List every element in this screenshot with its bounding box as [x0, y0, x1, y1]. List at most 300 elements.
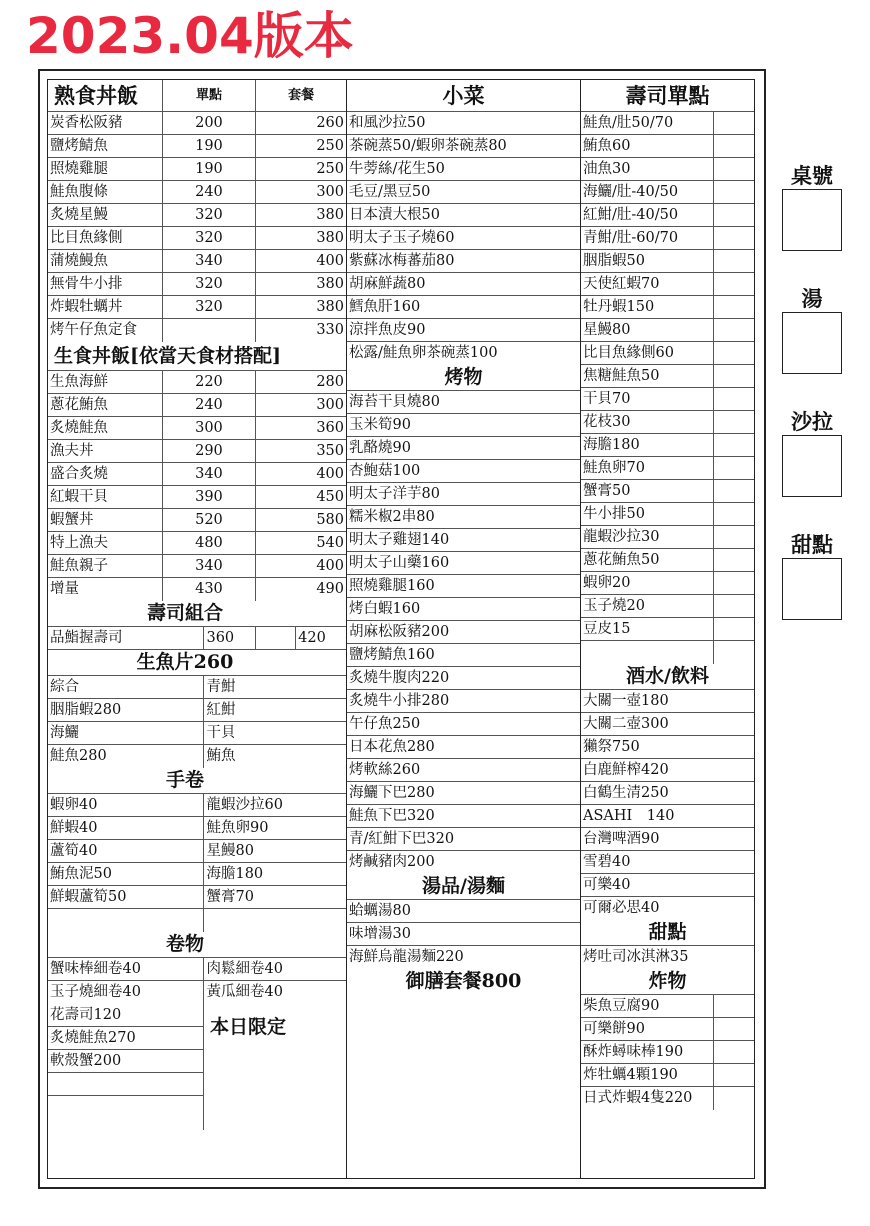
item-right: 紅魽: [203, 699, 346, 721]
item-blank: [713, 135, 754, 157]
item-blank: [713, 503, 754, 525]
item-name: 無骨牛小排: [50, 276, 123, 292]
item-name: 味增湯30: [349, 926, 411, 942]
menu-row: [581, 897, 754, 920]
item-name: 鮭魚下巴320: [349, 808, 435, 824]
menu-row: [48, 181, 346, 204]
daily-item: 軟殼蟹200: [48, 1050, 203, 1073]
column-sides-grill: [347, 80, 581, 1178]
item-left: [48, 909, 203, 932]
item-name: 日本漬大根50: [349, 207, 440, 223]
column-nigiri-drinks: [581, 80, 754, 1178]
item-right: 海膽180: [203, 863, 346, 885]
item-blank: [713, 158, 754, 180]
item-name: 牛小排50: [583, 506, 645, 522]
item-single-price: 300: [162, 417, 256, 439]
menu-row: [347, 460, 580, 483]
menu-row: [347, 946, 580, 969]
drinks-title: 酒水/飲料: [626, 665, 709, 687]
item-name: 紅魽/肚-40/50: [583, 207, 679, 223]
item-left: 玉子燒細卷40: [50, 984, 141, 1000]
sushi-combo-name: 品鮨握壽司: [50, 630, 123, 646]
item-single-price: 390: [162, 486, 256, 508]
item-name: 鮭魚卵70: [583, 460, 645, 476]
item-right: 干貝: [203, 722, 346, 744]
nigiri-header: [581, 80, 754, 112]
item-name: 烤軟絲260: [349, 762, 421, 778]
rolls-title: 卷物: [165, 933, 204, 955]
item-set-price: 380: [255, 204, 346, 226]
item-name: 明太子玉子燒60: [349, 230, 455, 246]
item-blank: [713, 457, 754, 479]
item-name: 鮭魚/肚50/70: [583, 115, 674, 131]
item-blank: [713, 204, 754, 226]
menu-row: [48, 112, 346, 135]
item-set-price: 380: [255, 273, 346, 295]
menu-row: [347, 158, 580, 181]
item-blank: [713, 273, 754, 295]
item-left: 綜合: [50, 679, 79, 695]
menu-row: [581, 595, 754, 618]
item-set-price: 400: [255, 463, 346, 485]
item-left: 蟹味棒細卷40: [50, 961, 141, 977]
menu-row: [48, 909, 346, 932]
item-name: 雪碧40: [583, 854, 631, 870]
menu-row: [347, 736, 580, 759]
menu-row: [48, 486, 346, 509]
menu-row: [48, 958, 346, 981]
item-blank: [713, 227, 754, 249]
menu-row: [347, 204, 580, 227]
menu-row: [48, 555, 346, 578]
item-left: 胭脂蝦280: [50, 702, 122, 718]
item-blank: [713, 1087, 754, 1110]
menu-row: [48, 319, 346, 342]
menu-row: [48, 722, 346, 745]
daily-item: [48, 1096, 203, 1119]
daily-item: 花壽司120: [48, 1004, 203, 1027]
item-name: 胡麻松阪豬200: [349, 624, 450, 640]
menu-row: [347, 506, 580, 529]
menu-row: [581, 946, 754, 969]
menu-row: [347, 552, 580, 575]
item-name: 天使紅蝦70: [583, 276, 660, 292]
menu-row: [48, 578, 346, 601]
item-single-price: 240: [162, 394, 256, 416]
item-left: 蘆筍40: [50, 843, 98, 859]
item-left: 鮮蝦蘆筍50: [50, 889, 127, 905]
menu-row: [581, 365, 754, 388]
item-name: 炭香松阪豬: [50, 115, 123, 131]
item-single-price: 340: [162, 555, 256, 577]
table-number-box[interactable]: [782, 189, 842, 251]
menu-row: [581, 851, 754, 874]
item-name: 蛤蠣湯80: [349, 903, 411, 919]
item-single-price: 520: [162, 509, 256, 531]
menu-row: [347, 135, 580, 158]
item-name: 胭脂蝦50: [583, 253, 645, 269]
item-blank: [713, 342, 754, 364]
set-meal-title: 御膳套餐800: [405, 970, 522, 992]
dessert-label: 甜點: [791, 532, 833, 557]
menu-row: [581, 1064, 754, 1087]
menu-row: [581, 995, 754, 1018]
item-name: 鮪魚60: [583, 138, 631, 154]
menu-row: [347, 250, 580, 273]
menu-row: [581, 690, 754, 713]
soup-box[interactable]: [782, 312, 842, 374]
item-name: 鮭魚親子: [50, 558, 108, 574]
daily-items: [48, 1004, 204, 1130]
menu-grid: [47, 79, 755, 1179]
menu-row: [347, 181, 580, 204]
menu-row: [347, 923, 580, 946]
menu-row: [48, 509, 346, 532]
sides-title: 小菜: [442, 83, 485, 108]
set-col-header: 套餐: [255, 80, 346, 111]
menu-row: [347, 690, 580, 713]
item-name: 海鱺下巴280: [349, 785, 435, 801]
single-col-header: 單點: [162, 80, 256, 111]
item-name: 杏鮑菇100: [349, 463, 421, 479]
handroll-title: 手卷: [165, 769, 204, 791]
fried-header: [581, 969, 754, 995]
menu-row: [581, 526, 754, 549]
menu-row: [347, 273, 580, 296]
nigiri-title: 壽司單點: [625, 83, 710, 108]
menu-row: [581, 874, 754, 897]
menu-row: [581, 227, 754, 250]
menu-row: [347, 621, 580, 644]
raw-header: [48, 342, 346, 371]
menu-row: [581, 641, 754, 664]
item-name: 特上漁夫: [50, 535, 108, 551]
menu-row: [48, 394, 346, 417]
item-name: 茶碗蒸50/蝦卵茶碗蒸80: [349, 138, 507, 154]
item-right: 黃瓜細卷40: [203, 981, 346, 1004]
menu-row: [48, 840, 346, 863]
menu-row: [581, 713, 754, 736]
soup-header: [347, 874, 580, 900]
item-blank: [713, 618, 754, 640]
item-single-price: 480: [162, 532, 256, 554]
item-name: 鹽烤鯖魚: [50, 138, 108, 154]
item-name: 蔥花鮪魚50: [583, 552, 660, 568]
menu-row: [581, 828, 754, 851]
item-name: 生魚海鮮: [50, 374, 108, 390]
item-single-price: 430: [162, 578, 256, 601]
item-blank: [713, 641, 754, 664]
item-left: 鮭魚280: [50, 748, 107, 764]
dessert-title: 甜點: [648, 921, 687, 943]
item-set-price: 400: [255, 555, 346, 577]
item-set-price: 360: [255, 417, 346, 439]
item-single-price: [162, 319, 256, 342]
item-set-price: 490: [255, 578, 346, 601]
menu-row: [48, 440, 346, 463]
item-set-price: 400: [255, 250, 346, 272]
item-single-price: 320: [162, 296, 256, 318]
item-blank: [713, 549, 754, 571]
soup-title: 湯品/湯麵: [422, 875, 505, 897]
item-name: 花枝30: [583, 414, 631, 430]
item-name: 干貝70: [583, 391, 631, 407]
item-blank: [713, 319, 754, 341]
item-blank: [713, 250, 754, 272]
item-name: 可爾必思40: [583, 900, 660, 916]
item-name: 可樂餅90: [583, 1021, 645, 1037]
handroll-header: [48, 768, 346, 794]
cooked-header: [48, 80, 346, 112]
item-set-price: 280: [255, 371, 346, 393]
item-blank: [713, 112, 754, 134]
sushi-combo-single: 360: [203, 627, 255, 649]
menu-row: [581, 618, 754, 641]
item-name: 海苔干貝燒80: [349, 394, 440, 410]
item-name: 照燒雞腿160: [349, 578, 435, 594]
menu-row: [347, 414, 580, 437]
menu-row: [48, 158, 346, 181]
item-right: 青魽: [203, 676, 346, 698]
fried-title: 炸物: [648, 970, 687, 992]
item-name: 胡麻鮮蔬80: [349, 276, 426, 292]
menu-row: [347, 227, 580, 250]
menu-row: [48, 745, 346, 768]
item-name: 和風沙拉50: [349, 115, 426, 131]
menu-row: [48, 676, 346, 699]
menu-row: [581, 480, 754, 503]
item-single-price: 320: [162, 204, 256, 226]
item-name: 青/紅魽下巴320: [349, 831, 455, 847]
menu-row: [347, 391, 580, 414]
item-right: 鮪魚: [203, 745, 346, 768]
item-name: 鱈魚肝160: [349, 299, 421, 315]
menu-row: [581, 273, 754, 296]
item-name: 龍蝦沙拉30: [583, 529, 660, 545]
item-single-price: 200: [162, 112, 256, 134]
menu-row: [581, 204, 754, 227]
dessert-header: [581, 920, 754, 946]
version-title: 2023.04版本: [26, 7, 354, 65]
item-name: 明太子山藥160: [349, 555, 450, 571]
item-blank: [713, 1064, 754, 1086]
item-set-price: 260: [255, 112, 346, 134]
item-left: 鮪魚泥50: [50, 866, 112, 882]
item-name: 乳酪燒90: [349, 440, 411, 456]
item-name: ASAHI 140: [583, 808, 675, 824]
item-left: 蝦卵40: [50, 797, 98, 813]
column-rice-bowls: [48, 80, 347, 1178]
item-right: 龍蝦沙拉60: [203, 794, 346, 816]
item-name: 蝦蟹丼: [50, 512, 94, 528]
item-name: 油魚30: [583, 161, 631, 177]
menu-row: [581, 135, 754, 158]
daily-item: 炙燒鮭魚270: [48, 1027, 203, 1050]
menu-row: [48, 417, 346, 440]
menu-row: [347, 575, 580, 598]
item-blank: [713, 480, 754, 502]
item-name: 玉子燒20: [583, 598, 645, 614]
item-name: 蟹膏50: [583, 483, 631, 499]
menu-row: [581, 782, 754, 805]
item-name: 豆皮15: [583, 621, 631, 637]
menu-row: [347, 483, 580, 506]
item-name: 蝦卵20: [583, 575, 631, 591]
item-name: 海鱺/肚-40/50: [583, 184, 679, 200]
menu-row: [581, 434, 754, 457]
menu-row: [581, 736, 754, 759]
item-blank: [713, 572, 754, 594]
item-set-price: 380: [255, 227, 346, 249]
menu-row: [581, 250, 754, 273]
item-name: 炸蝦牡蠣丼: [50, 299, 123, 315]
salad-label: 沙拉: [791, 409, 833, 434]
sashimi-header: [48, 650, 346, 676]
menu-row: [581, 572, 754, 595]
item-set-price: 450: [255, 486, 346, 508]
item-blank: [713, 595, 754, 617]
item-set-price: 540: [255, 532, 346, 554]
item-blank: [713, 995, 754, 1017]
item-name: 牡丹蝦150: [583, 299, 655, 315]
menu-row: [581, 112, 754, 135]
item-left: 海鱺: [50, 725, 79, 741]
menu-row: [581, 1087, 754, 1110]
menu-row: [347, 900, 580, 923]
table-number-label: 桌號: [791, 163, 833, 188]
menu-row: [48, 296, 346, 319]
sushi-combo-empty: [255, 627, 295, 649]
item-set-price: 380: [255, 296, 346, 318]
item-right: 蟹膏70: [203, 886, 346, 908]
item-name: 可樂40: [583, 877, 631, 893]
menu-row: [48, 532, 346, 555]
item-name: 盛合炙燒: [50, 466, 108, 482]
menu-row: [48, 227, 346, 250]
item-single-price: 190: [162, 135, 256, 157]
menu-row: [581, 1041, 754, 1064]
daily-section: [48, 1004, 346, 1130]
item-left: 鮮蝦40: [50, 820, 98, 836]
item-name: 炙燒牛腹肉220: [349, 670, 450, 686]
menu-row: [347, 644, 580, 667]
menu-sheet: [38, 69, 766, 1189]
menu-row: [581, 296, 754, 319]
item-name: 午仔魚250: [349, 716, 421, 732]
item-name: 獺祭750: [583, 739, 640, 755]
item-blank: [713, 526, 754, 548]
item-blank: [713, 296, 754, 318]
item-name: 炙燒牛小排280: [349, 693, 450, 709]
item-name: 烤白蝦160: [349, 601, 421, 617]
item-name: 松露/鮭魚卵茶碗蒸100: [349, 345, 498, 361]
grill-title: 烤物: [444, 366, 483, 388]
item-set-price: 330: [255, 319, 346, 342]
item-right: 星鰻80: [203, 840, 346, 862]
item-name: 烤午仔魚定食: [50, 322, 137, 338]
menu-row: [48, 817, 346, 840]
item-blank: [713, 434, 754, 456]
set-meal-header: [347, 969, 580, 995]
menu-row: [48, 981, 346, 1004]
menu-row: [581, 158, 754, 181]
item-single-price: 320: [162, 227, 256, 249]
raw-title: 生食丼飯[依當天食材搭配]: [54, 345, 281, 367]
item-name: 玉米筍90: [349, 417, 411, 433]
item-single-price: 290: [162, 440, 256, 462]
item-right: [203, 909, 346, 932]
item-name: 星鰻80: [583, 322, 631, 338]
item-name: 海鮮烏龍湯麵220: [349, 949, 464, 965]
item-name: 烤鹹豬肉200: [349, 854, 435, 870]
dessert-box[interactable]: [782, 558, 842, 620]
menu-row: [347, 529, 580, 552]
menu-row: [48, 371, 346, 394]
sushi-combo-title: 壽司組合: [146, 602, 223, 624]
item-blank: [713, 181, 754, 203]
salad-box[interactable]: [782, 435, 842, 497]
menu-row: [581, 319, 754, 342]
item-name: 牛蒡絲/花生50: [349, 161, 445, 177]
menu-row: [48, 204, 346, 227]
item-blank: [713, 411, 754, 433]
item-name: 鹽烤鯖魚160: [349, 647, 435, 663]
item-single-price: 320: [162, 273, 256, 295]
sushi-combo-header: [48, 601, 346, 627]
menu-row: [347, 851, 580, 874]
menu-row: [581, 503, 754, 526]
cooked-title: 熟食丼飯: [54, 83, 138, 108]
item-name: 柴魚豆腐90: [583, 998, 660, 1014]
menu-row: [581, 1018, 754, 1041]
item-set-price: 250: [255, 158, 346, 180]
item-single-price: 220: [162, 371, 256, 393]
item-name: 照燒雞腿: [50, 161, 108, 177]
item-single-price: 240: [162, 181, 256, 203]
menu-row: [48, 273, 346, 296]
menu-row: [581, 411, 754, 434]
menu-row: [48, 699, 346, 722]
item-name: 大關一壺180: [583, 693, 669, 709]
rolls-header: [48, 932, 346, 958]
menu-row: [347, 437, 580, 460]
item-name: 蒲燒鰻魚: [50, 253, 108, 269]
item-single-price: 340: [162, 463, 256, 485]
item-name: 白鶴生清250: [583, 785, 669, 801]
menu-row: [581, 342, 754, 365]
item-name: 台灣啤酒90: [583, 831, 660, 847]
item-name: 漁夫丼: [50, 443, 94, 459]
item-name: 鮭魚腹條: [50, 184, 108, 200]
item-name: 蔥花鮪魚: [50, 397, 108, 413]
menu-row: [347, 296, 580, 319]
drinks-header: [581, 664, 754, 690]
sashimi-title: 生魚片260: [136, 651, 234, 673]
daily-item: [48, 1073, 203, 1096]
sushi-combo-set: 420: [295, 627, 346, 649]
menu-row: [581, 181, 754, 204]
menu-row: [347, 667, 580, 690]
item-blank: [713, 388, 754, 410]
menu-row: [581, 457, 754, 480]
item-name: 明太子洋芋80: [349, 486, 440, 502]
menu-row: [347, 598, 580, 621]
menu-row: [48, 463, 346, 486]
item-right: 肉鬆細卷40: [203, 958, 346, 980]
menu-row: [347, 759, 580, 782]
menu-row: [581, 549, 754, 572]
item-name: 日式炸蝦4隻220: [583, 1090, 693, 1106]
